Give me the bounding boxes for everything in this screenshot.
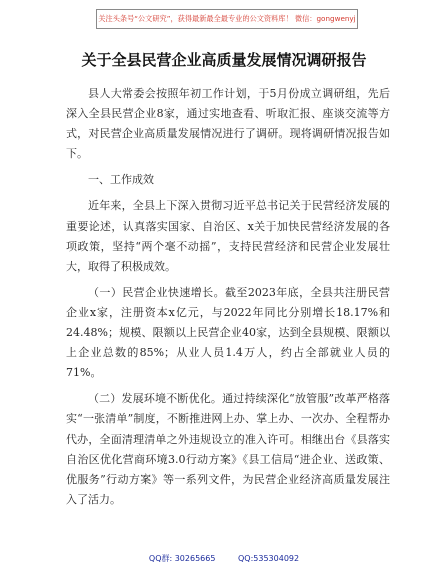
qq-text: QQ:535304092 [238,554,300,563]
header-banner: 关注头条号“公文研究”，获得最新最全最专业的公文资料库！ 微信：gongwenyj [96,9,358,29]
document-title: 关于全县民营企业高质量发展情况调研报告 [81,51,367,69]
footer-contact [0,553,448,564]
qq-group-text: QQ群: 30265665 [148,554,216,563]
document-body [66,84,390,516]
intro-paragraph: 县人大常委会按照年初工作计划，于5月份成立调研组，先后深入全县民营企业8家，通过实地查看、听取汇报、座谈交流等方式，对民营企业高质量发展情况进行了调研。现将调研情况报告如下。 [66,87,390,161]
section-heading: 一、工作成效 [88,173,154,187]
growth-paragraph: （一）民营企业快速增长。截至2023年底，全县共注册民营企业x家，注册资本x亿元，与2022年同比分别增长18.17%和24.48%；规模、限额以上民营企业40家，达到全县规模、限额以上企业总数的85%；从业人员1.4万人，约占全部就业人员的71%。 [66,285,390,380]
environment-paragraph: （二）发展环境不断优化。通过持续深化“放管服”改革严格落实“一张清单”制度，不断推进网上办、掌上办、一次办、全程帮办代办，全面清理清单之外违规设立的准入许可。相继出台《县落实自治区优化营商环境3.0行动方案》《县工信局“进企业、送政策、优服务”行动方案》等一系列文件，为民营企业经济高质量发展注入了活力。 [66,392,390,506]
overview-paragraph: 近年来，全县上下深入贯彻习近平总书记关于民营经济发展的重要论述，认真落实国家、自治区、x关于加快民营经济发展的各项政策，坚持“两个毫不动摇”，支持民营经济和民营企业发展壮大，取得了积极成效。 [66,199,390,273]
